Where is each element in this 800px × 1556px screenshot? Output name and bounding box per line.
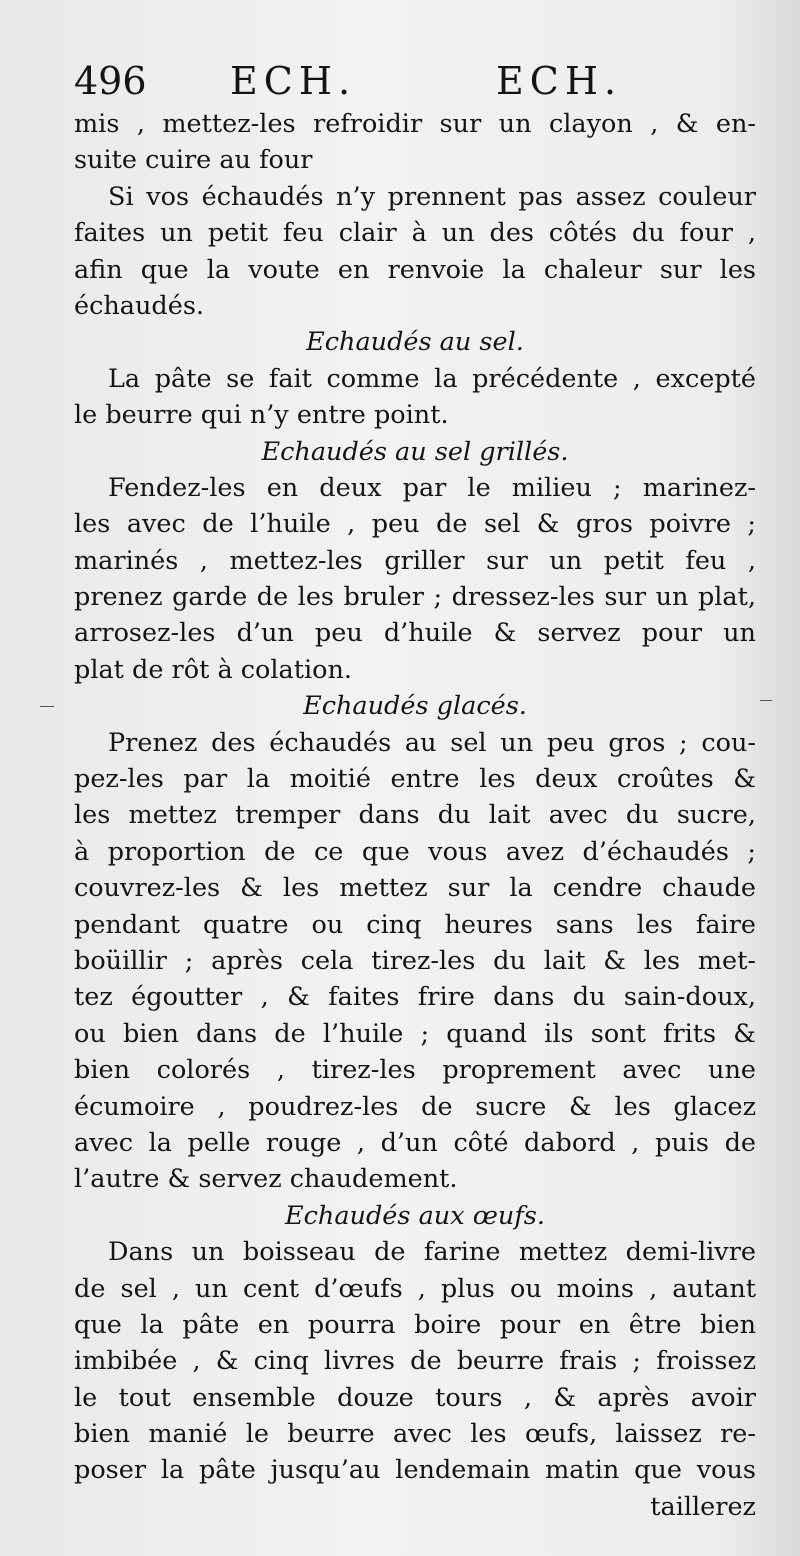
text-line: le tout ensemble douze tours , & après avoir (74, 1382, 756, 1413)
margin-mark (40, 706, 54, 707)
text-line: Prenez des échaudés au sel un peu gros ; cou- (108, 727, 756, 758)
text-line: le beurre qui n’y entre point. (74, 400, 449, 431)
text-line: écumoire , poudrez-les de sucre & les glacez (74, 1091, 756, 1122)
section-heading: Echaudés au sel. (306, 327, 524, 358)
text-line: afin que la voute en renvoie la chaleur sur les (74, 254, 756, 285)
section-heading: Echaudés aux œufs. (285, 1200, 545, 1231)
text-line: avec la pelle rouge , d’un côté dabord , puis de (74, 1127, 756, 1158)
text-line: les avec de l’huile , peu de sel & gros poivre ; (74, 509, 756, 540)
text-line: pez-les par la moitié entre les deux croûtes & (74, 764, 756, 795)
text-line: Dans un boisseau de farine mettez demi-livre (108, 1237, 756, 1268)
margin-mark (760, 700, 772, 701)
text-line: échaudés. (74, 290, 205, 321)
text-line: Si vos échaudés n’y prennent pas assez couleur (108, 181, 756, 212)
text-line: taillerez (650, 1491, 756, 1522)
text-line: suite cuire au four (74, 145, 313, 176)
running-head-right: ECH. (496, 59, 623, 103)
text-line: à proportion de ce que vous avez d’échaudés ; (74, 836, 756, 867)
text-line: tez égoutter , & faites frire dans du sain-doux, (74, 982, 756, 1013)
text-line: l’autre & servez chaudement. (74, 1164, 458, 1195)
text-line: Fendez-les en deux par le milieu ; marinez- (108, 472, 756, 503)
text-line: bien colorés , tirez-les proprement avec une (74, 1055, 756, 1086)
text-line: prenez garde de les bruler ; dressez-les sur un plat, (74, 582, 756, 613)
text-line: La pâte se fait comme la précédente , excepté (108, 363, 756, 394)
section-heading: Echaudés au sel grillés. (261, 436, 569, 467)
page-number: 496 (74, 59, 147, 103)
text-line: pendant quatre ou cinq heures sans les faire (74, 909, 756, 940)
text-line: couvrez-les & les mettez sur la cendre chaude (74, 873, 756, 904)
text-line: de sel , un cent d’œufs , plus ou moins , autant (74, 1273, 756, 1304)
text-line: imbibée , & cinq livres de beurre frais ; froissez (74, 1346, 756, 1377)
text-line: plat de rôt à colation. (74, 654, 353, 685)
text-line: marinés , mettez-les griller sur un petit feu , (74, 545, 756, 576)
text-line: faites un petit feu clair à un des côtés du four , (74, 218, 756, 249)
text-line: poser la pâte jusqu’au lendemain matin que vous (74, 1455, 756, 1486)
text-line: mis , mettez-les refroidir sur un clayon , & en- (74, 109, 756, 139)
text-line: arrosez-les d’un peu d’huile & servez pour un (74, 618, 756, 649)
text-line: que la pâte en pourra boire pour en être bien (74, 1309, 756, 1340)
body-text (74, 106, 756, 1525)
text-line: bien manié le beurre avec les œufs, laissez re- (74, 1419, 756, 1450)
running-head-left: ECH. (230, 59, 357, 103)
text-line: ou bien dans de l’huile ; quand ils sont frits & (74, 1018, 756, 1049)
page-header (74, 58, 714, 104)
text-line: les mettez tremper dans du lait avec du sucre, (74, 800, 756, 831)
text-line: boüillir ; après cela tirez-les du lait & les met- (74, 945, 756, 976)
section-heading: Echaudés glacés. (303, 691, 527, 722)
